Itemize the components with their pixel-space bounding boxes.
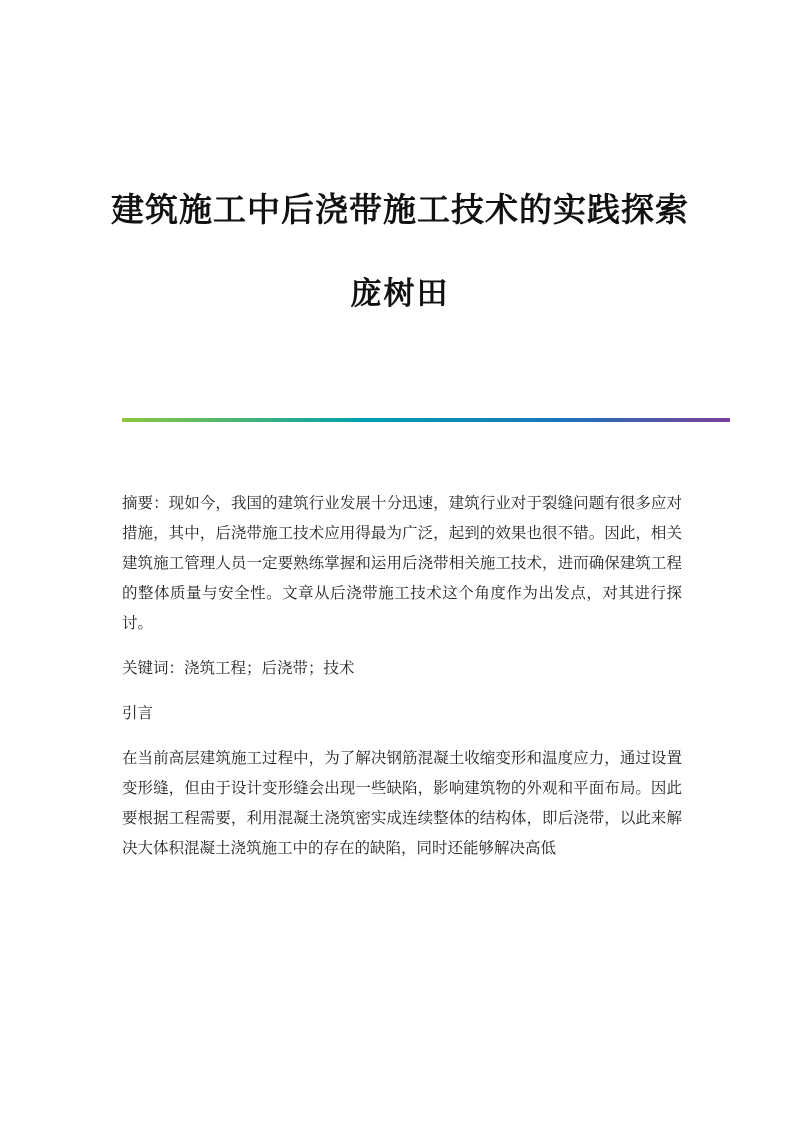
document-author: 庞树田 xyxy=(350,276,450,312)
intro-heading: 引言 xyxy=(122,704,154,722)
keywords-text: 浇筑工程；后浇带；技术 xyxy=(184,659,355,677)
title-divider xyxy=(122,418,730,422)
abstract-paragraph xyxy=(122,488,682,638)
document-title: 建筑施工中后浇带施工技术的实践探索 xyxy=(111,190,689,229)
abstract-text: 现如今，我国的建筑行业发展十分迅速，建筑行业对于裂缝问题有很多应对措施，其中，后浇带施工技术应用得最为广泛，起到的效果也很不错。因此，相关建筑施工管理人员一定要熟练掌握和运用后浇带相关施工技术，进而确保建筑工程的整体质量与安全性。文章从后浇带施工技术这个角度作为出发点，对其进行探讨。 xyxy=(122,494,682,632)
abstract-label: 摘要： xyxy=(122,494,169,512)
document-body xyxy=(122,488,682,863)
intro-paragraph: 在当前高层建筑施工过程中，为了解决钢筋混凝土收缩变形和温度应力，通过设置变形缝，但由于设计变形缝会出现一些缺陷，影响建筑物的外观和平面布局。因此要根据工程需要，利用混凝土浇筑密实成连续整体的结构体，即后浇带，以此来解决大体积混凝土浇筑施工中的存在的缺陷，同时还能够解决高低 xyxy=(122,749,682,857)
keywords-label: 关键词： xyxy=(122,659,185,677)
keywords-paragraph xyxy=(122,653,682,683)
